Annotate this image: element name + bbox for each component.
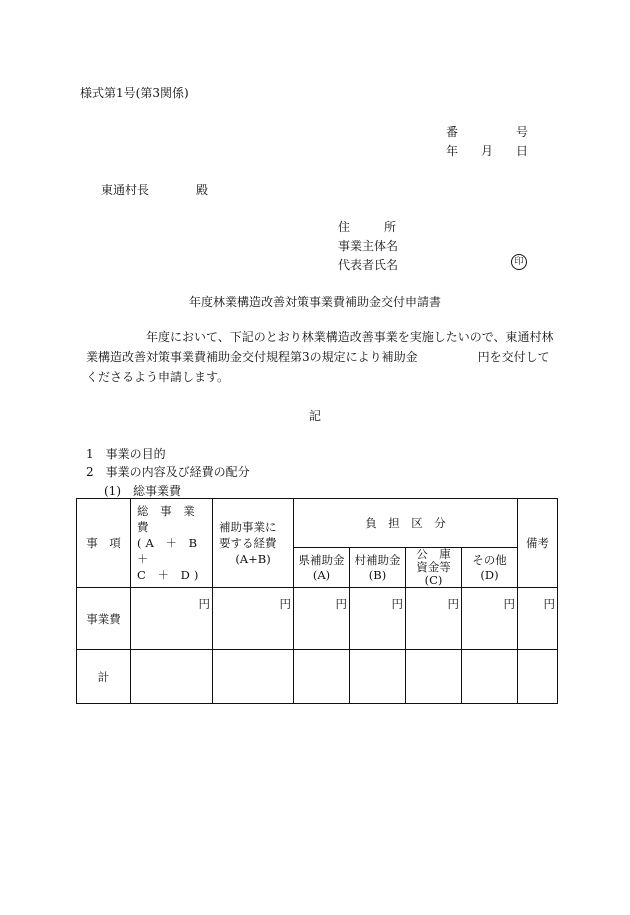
header-burden bbox=[294, 499, 518, 548]
yen-unit: 円 bbox=[447, 597, 459, 611]
item-total-cost: (1) 総事業費 bbox=[104, 484, 181, 498]
number-suffix: 号 bbox=[516, 125, 529, 139]
header-other-line: その他 bbox=[472, 553, 507, 568]
yen-unit: 円 bbox=[335, 597, 347, 611]
header-pref bbox=[294, 547, 350, 587]
header-total-line: 総 事 業 費 bbox=[137, 504, 199, 534]
number-label: 番 bbox=[446, 125, 459, 139]
date-year: 年 bbox=[446, 144, 459, 158]
body-line: 業構造改善対策事業費補助金交付規程第3の規定により補助金 円を交付して bbox=[86, 350, 550, 364]
header-other-line: (D) bbox=[480, 568, 499, 583]
cell-empty bbox=[462, 650, 518, 704]
item-purpose: 1 事業の目的 bbox=[86, 447, 166, 461]
row-cost-text: 事業費 bbox=[86, 611, 121, 626]
cost-table bbox=[76, 498, 558, 704]
cell-empty bbox=[131, 650, 213, 704]
header-village-line: (B) bbox=[368, 568, 387, 583]
date-month: 月 bbox=[481, 144, 494, 158]
row-total-label bbox=[77, 650, 131, 704]
header-total-line: C ＋ D) bbox=[137, 568, 203, 582]
cell-yen bbox=[213, 588, 294, 650]
yen-unit: 円 bbox=[279, 597, 291, 611]
address-label-2: 所 bbox=[384, 220, 397, 234]
header-other bbox=[462, 547, 518, 587]
header-subsidy-line: (A+B) bbox=[235, 552, 271, 566]
header-pref-line: 県補助金 bbox=[298, 553, 345, 568]
header-subsidy-line: 補助事業に bbox=[219, 520, 277, 534]
body-line: くださるよう申請します。 bbox=[86, 370, 230, 384]
header-public-line: 公 庫 bbox=[416, 546, 451, 561]
header-burden-label: 負 担 区 分 bbox=[365, 515, 446, 530]
header-total bbox=[131, 499, 213, 588]
entity-label: 事業主体名 bbox=[338, 239, 399, 253]
header-total-line: (A ＋ B ＋ bbox=[137, 536, 202, 566]
header-subsidy-line: 要する経費 bbox=[219, 536, 277, 550]
cell-empty bbox=[294, 650, 350, 704]
cell-yen bbox=[294, 588, 350, 650]
yen-unit: 円 bbox=[198, 597, 210, 611]
document-title: 年度林業構造改善対策事業費補助金交付申請書 bbox=[188, 295, 441, 309]
cell-empty bbox=[213, 650, 294, 704]
date-day: 日 bbox=[516, 144, 529, 158]
header-subsidy bbox=[213, 499, 294, 588]
header-public-line: 資金等 bbox=[416, 559, 451, 574]
seal-icon: 印 bbox=[511, 254, 527, 270]
form-number: 様式第1号(第3関係) bbox=[80, 86, 189, 100]
header-remarks-label: 備考 bbox=[526, 536, 549, 550]
yen-unit: 円 bbox=[391, 597, 403, 611]
row-cost-label bbox=[77, 588, 131, 650]
header-item-label: 事 項 bbox=[86, 536, 121, 550]
header-public-line: (C) bbox=[424, 572, 443, 587]
cell-empty bbox=[350, 650, 406, 704]
cell-yen bbox=[462, 588, 518, 650]
body-line: 年度において、下記のとおり林業構造改善事業を実施したいので、東通村林 bbox=[86, 330, 554, 344]
cell-empty bbox=[406, 650, 462, 704]
address-label-1: 住 bbox=[338, 220, 351, 234]
header-pref-line: (A) bbox=[312, 568, 331, 583]
item-content: 2 事業の内容及び経費の配分 bbox=[86, 465, 250, 479]
addressee-name: 東通村長 bbox=[101, 183, 150, 197]
yen-unit: 円 bbox=[503, 597, 515, 611]
cell-yen bbox=[518, 588, 558, 650]
yen-unit: 円 bbox=[543, 597, 555, 611]
cell-yen bbox=[350, 588, 406, 650]
header-item bbox=[77, 499, 131, 588]
body-paragraph bbox=[86, 327, 556, 387]
header-public bbox=[406, 547, 462, 587]
cell-yen bbox=[406, 588, 462, 650]
addressee-honorific: 殿 bbox=[196, 183, 209, 197]
header-village-line: 村補助金 bbox=[354, 553, 401, 568]
representative-label: 代表者氏名 bbox=[338, 258, 399, 272]
header-village bbox=[350, 547, 406, 587]
cell-empty bbox=[518, 650, 558, 704]
header-remarks bbox=[518, 499, 558, 588]
ki-heading: 記 bbox=[308, 409, 321, 423]
cell-yen bbox=[131, 588, 213, 650]
row-total-text: 計 bbox=[97, 669, 110, 684]
